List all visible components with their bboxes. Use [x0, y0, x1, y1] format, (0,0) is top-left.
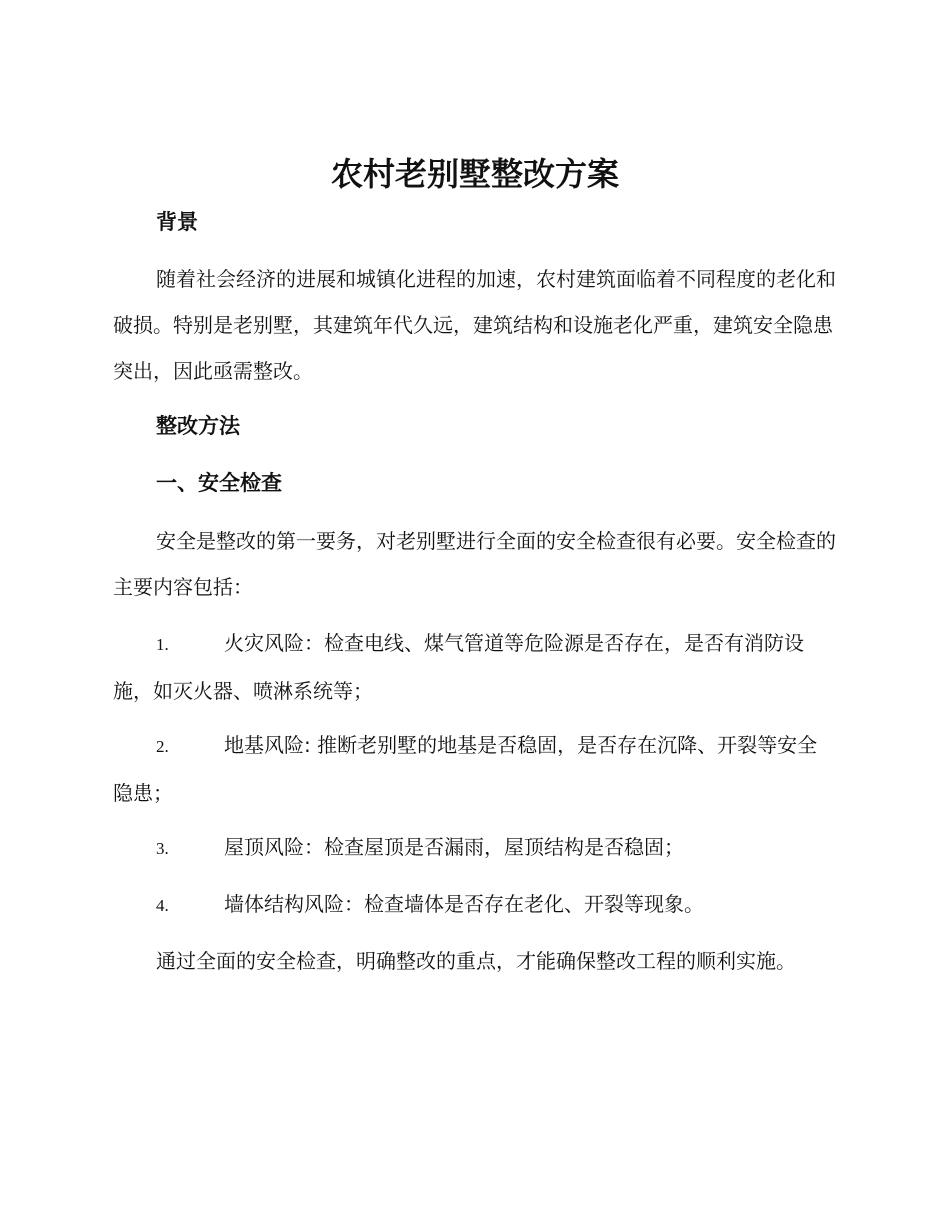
section1-heading: 一、安全检查 [156, 471, 282, 495]
background-heading: 背景 [156, 210, 198, 234]
list-item-number: 2. [156, 737, 169, 756]
list-item [113, 881, 837, 929]
list-item-text: 地基风险: 推断老别墅的地基是否稳固，是否存在沉降、开裂等安全隐患； [113, 733, 818, 805]
list-item-text: 火灾风险：检查电线、煤气管道等危险源是否存在，是否有消防设施，如灭火器、喷淋系统等； [113, 631, 804, 703]
list-item [113, 722, 837, 816]
conclusion-paragraph: 通过全面的安全检查，明确整改的重点，才能确保整改工程的顺利实施。 [156, 949, 796, 973]
list-item-text: 墙体结构风险：检查墙体是否存在老化、开裂等现象。 [224, 892, 704, 916]
list-item [113, 824, 837, 872]
method-heading: 整改方法 [156, 414, 240, 438]
list-item-number: 3. [156, 839, 169, 858]
list-item-text: 屋顶风险：检查屋顶是否漏雨，屋顶结构是否稳固； [224, 835, 684, 859]
background-paragraph: 随着社会经济的进展和城镇化进程的加速，农村建筑面临着不同程度的老化和破损。特别是老别墅，其建筑年代久远，建筑结构和设施老化严重，建筑安全隐患突出，因此亟需整改。 [113, 267, 836, 383]
list-item-number: 1. [156, 635, 169, 654]
section1-intro-paragraph: 安全是整改的第一要务，对老别墅进行全面的安全检查很有必要。安全检查的主要内容包括： [113, 529, 836, 599]
list-item [113, 620, 837, 714]
list-item-number: 4. [156, 896, 169, 915]
document-title: 农村老别墅整改方案 [330, 155, 619, 193]
